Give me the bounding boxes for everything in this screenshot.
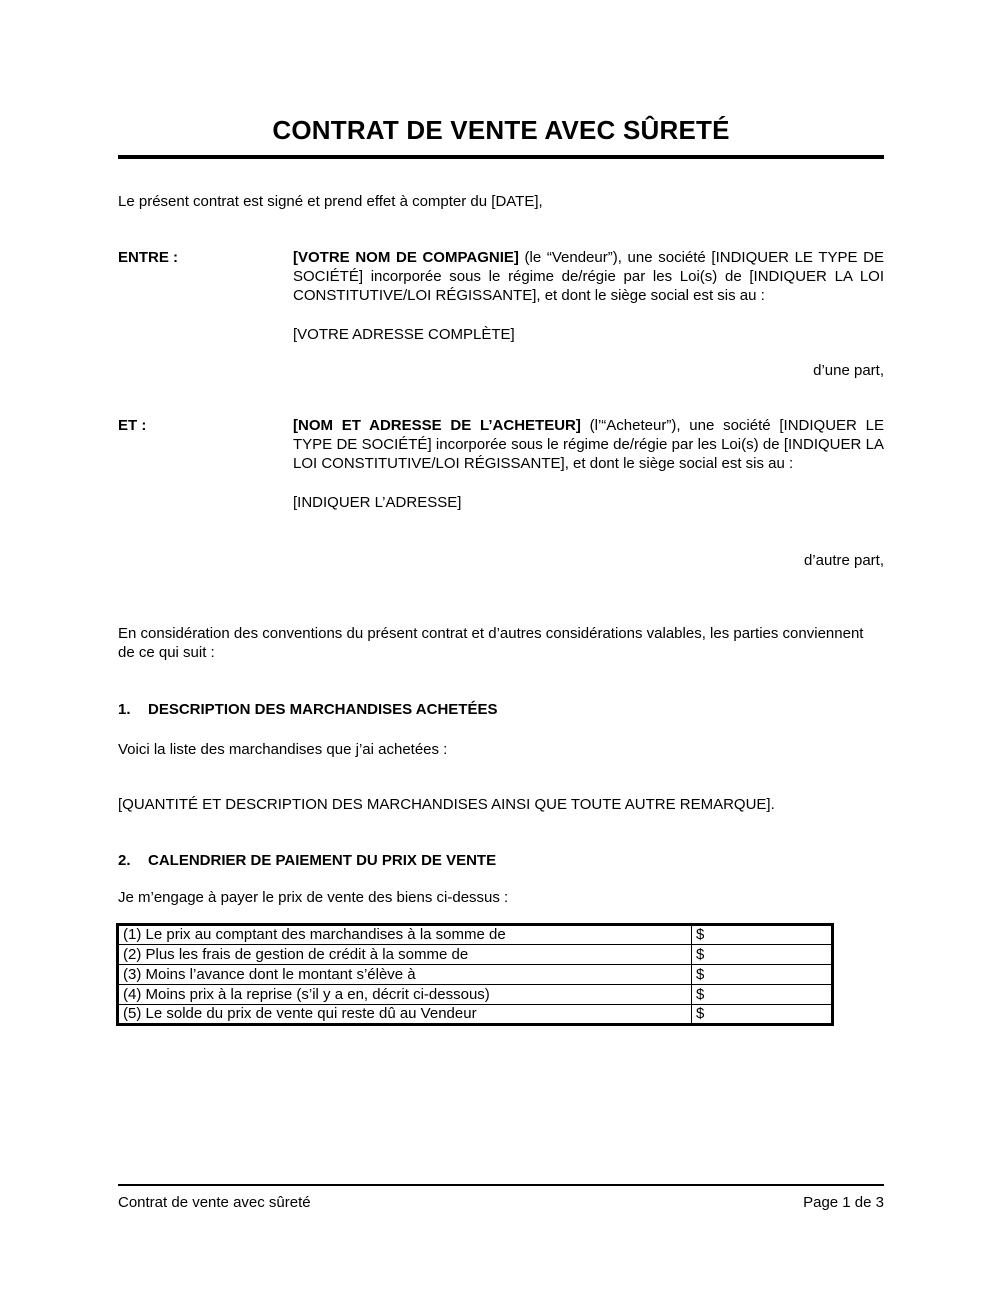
row-label-cell: (4) Moins prix à la reprise (s’il y a en, décrit ci-dessous) bbox=[118, 985, 692, 1005]
section-number: 2. bbox=[118, 852, 131, 869]
party-body bbox=[293, 416, 884, 570]
row-label-cell: (2) Plus les frais de gestion de crédit à la somme de bbox=[118, 945, 692, 965]
party-address: [INDIQUER L’ADRESSE] bbox=[293, 494, 462, 511]
party-description: (le “Vendeur”), une société [INDIQUER LE TYPE DE SOCIÉTÉ] incorporée sous le régime de/régie par les Loi(s) de [INDIQUER LA LOI CONSTITUTIVE/LOI RÉGISSANTE], et dont le siège social est sis au : bbox=[293, 249, 885, 304]
row-label-cell: (5) Le solde du prix de vente qui reste dû au Vendeur bbox=[118, 1005, 692, 1025]
section-2-heading bbox=[118, 851, 884, 870]
footer-rule bbox=[118, 1184, 884, 1186]
party-name: [VOTRE NOM DE COMPAGNIE] bbox=[293, 249, 519, 266]
party-description-paragraph bbox=[293, 416, 884, 473]
party-closing: d’une part, bbox=[813, 362, 884, 379]
footer-page-number: Page 1 de 3 bbox=[803, 1194, 884, 1211]
row-amount-cell: $ bbox=[692, 965, 833, 985]
payment-intro: Je m’engage à payer le prix de vente des biens ci-dessus : bbox=[118, 889, 509, 906]
party-address: [VOTRE ADRESSE COMPLÈTE] bbox=[293, 326, 515, 343]
document-title: CONTRAT DE VENTE AVEC SÛRETÉ bbox=[272, 115, 730, 145]
party-closing: d’autre part, bbox=[803, 552, 884, 569]
consideration-paragraph: En considération des conventions du présent contrat et d’autres considérations valables, les parties conviennent de ce qui suit : bbox=[118, 625, 864, 661]
footer bbox=[118, 1184, 884, 1212]
section-title: CALENDRIER DE PAIEMENT DU PRIX DE VENTE bbox=[148, 852, 497, 869]
row-amount-cell: $ bbox=[692, 945, 833, 965]
document-content bbox=[0, 114, 1000, 1026]
party-label: ENTRE : bbox=[118, 249, 178, 266]
section-title: DESCRIPTION DES MARCHANDISES ACHETÉES bbox=[148, 701, 498, 718]
row-label-cell: (1) Le prix au comptant des marchandises à la somme de bbox=[118, 925, 692, 945]
section-number: 1. bbox=[118, 701, 131, 718]
table-row bbox=[118, 925, 833, 945]
row-label-cell: (3) Moins l’avance dont le montant s’élève à bbox=[118, 965, 692, 985]
title-rule bbox=[118, 155, 884, 159]
goods-placeholder: [QUANTITÉ ET DESCRIPTION DES MARCHANDISES AINSI QUE TOUTE AUTRE REMARQUE]. bbox=[118, 796, 775, 813]
intro-paragraph: Le présent contrat est signé et prend effet à compter du [DATE], bbox=[118, 193, 543, 210]
party-label: ET : bbox=[118, 417, 147, 434]
footer-row bbox=[118, 1193, 884, 1212]
party-block-vendeur bbox=[118, 248, 884, 380]
table-row bbox=[118, 1005, 833, 1025]
party-description: (l’“Acheteur”), une société [INDIQUER LE TYPE DE SOCIÉTÉ] incorporée sous le régime de/régie par les Loi(s) de [INDIQUER LA LOI CONSTITUTIVE/LOI RÉGISSANTE], et dont le siège social est sis au : bbox=[293, 417, 884, 472]
price-table bbox=[116, 923, 834, 1026]
table-row bbox=[118, 965, 833, 985]
table-row bbox=[118, 985, 833, 1005]
party-name: [NOM ET ADRESSE DE L’ACHETEUR] bbox=[293, 417, 581, 434]
section-1-heading bbox=[118, 700, 884, 719]
footer-doc-title: Contrat de vente avec sûreté bbox=[118, 1194, 311, 1211]
table-row bbox=[118, 945, 833, 965]
row-amount-cell: $ bbox=[692, 1005, 833, 1025]
goods-list-intro: Voici la liste des marchandises que j’ai achetées : bbox=[118, 741, 448, 758]
party-block-acheteur bbox=[118, 416, 884, 570]
party-description-paragraph bbox=[293, 248, 884, 305]
row-amount-cell: $ bbox=[692, 985, 833, 1005]
party-body bbox=[293, 248, 884, 380]
row-amount-cell: $ bbox=[692, 925, 833, 945]
